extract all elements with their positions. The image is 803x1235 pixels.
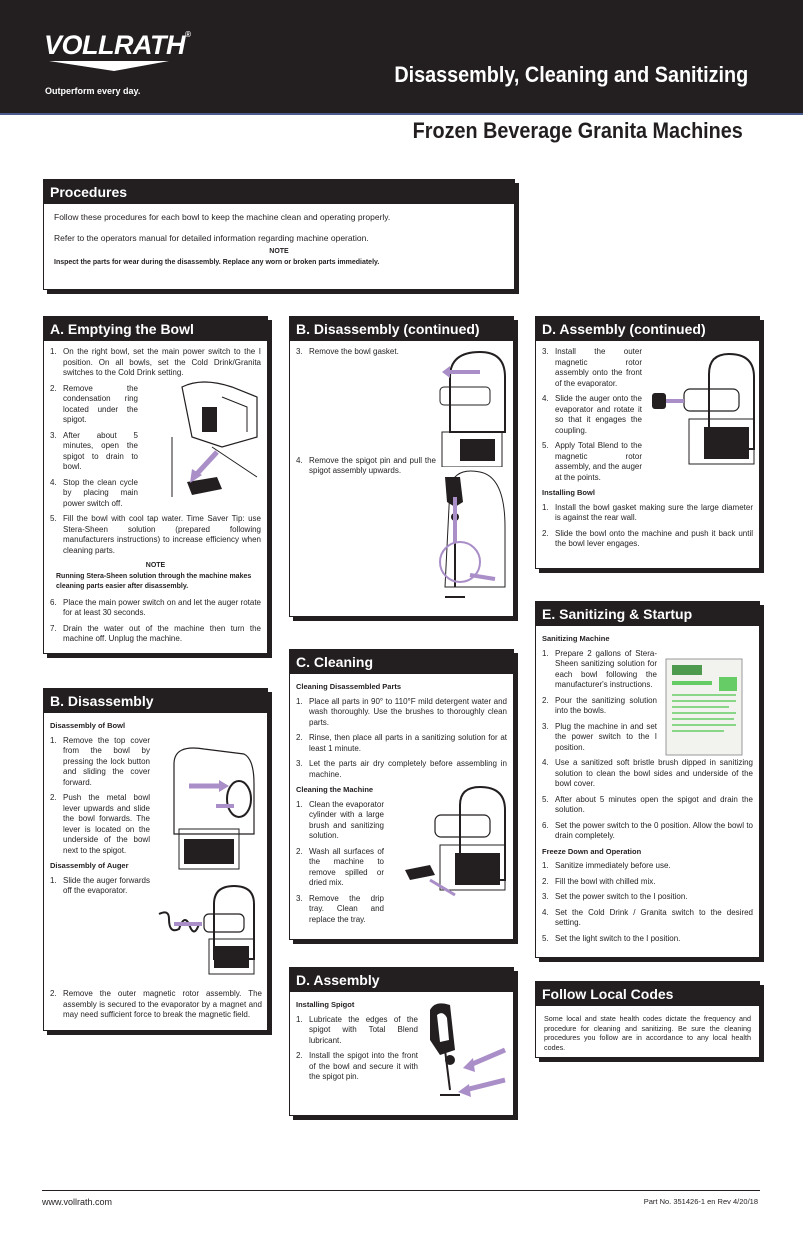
- list-item: 5. Fill the bowl with cool tap water. Time Saver Tip: use Stera-Sheen solution (prepared following manufacturers instructions) to increase efficiency when cleaning parts.: [50, 514, 261, 555]
- list-item: 2. Remove the condensation ring located under the spigot.: [50, 383, 138, 424]
- section-title: A. Emptying the Bowl: [44, 317, 267, 341]
- section-title: B. Disassembly (continued): [290, 317, 513, 341]
- subsection-title: Cleaning the Machine: [296, 785, 374, 794]
- header-rule: [0, 113, 803, 115]
- procedures-section: [43, 179, 515, 290]
- list-item: 2. Rinse, then place all parts in a sanitizing solution for at least 1 minute.: [296, 733, 507, 753]
- section-title: D. Assembly (continued): [536, 317, 759, 341]
- list-item: 4. Set the Cold Drink / Granita switch to the desired setting.: [542, 907, 753, 927]
- list-item: 1. Sanitize immediately before use.: [542, 861, 671, 870]
- note-text: Running Stera-Sheen solution through the machine makes cleaning parts easier after disassembly.: [56, 572, 252, 590]
- list-item: 3. Set the power switch to the I position.: [542, 892, 688, 901]
- subsection-title: Installing Spigot: [296, 1000, 355, 1009]
- note-title: NOTE: [269, 248, 289, 255]
- list-item: 1. Install the bowl gasket making sure the large diameter is against the rear wall.: [542, 502, 753, 522]
- list-item: 3. Remove the bowl gasket.: [296, 347, 399, 356]
- list-item: 1. Prepare 2 gallons of Stera-Sheen sanitizing solution for each bowl following the manufacturer's instructions.: [542, 648, 657, 689]
- section-title: Follow Local Codes: [536, 982, 759, 1006]
- list-item: 3. Let the parts air dry completely before assembling in machine.: [296, 759, 507, 779]
- note-text: Inspect the parts for wear during the disassembly. Replace any worn or broken parts immediately.: [54, 258, 380, 266]
- brand-name: VOLLRATH: [44, 30, 185, 60]
- section-title: D. Assembly: [290, 968, 513, 992]
- list-item: 2. Fill the bowl with chilled mix.: [542, 876, 656, 886]
- section-title: B. Disassembly: [44, 689, 267, 713]
- section-title: C. Cleaning: [290, 650, 513, 674]
- brand-logo: [44, 30, 190, 61]
- list-item: 6. Place the main power switch on and let the auger rotate for at least 30 seconds.: [50, 597, 261, 617]
- list-item: 7. Drain the water out of the machine then turn the machine off. Unplug the machine.: [50, 623, 261, 643]
- procedures-title: Procedures: [44, 180, 514, 204]
- list-item: 4. Slide the auger onto the evaporator and rotate it so that it engages the coupling.: [542, 394, 642, 435]
- list-item: 6. Set the power switch to the 0 position. Allow the bowl to drain completely.: [542, 820, 753, 840]
- page-title: Disassembly, Cleaning and Sanitizing: [394, 62, 748, 87]
- section-disassembly: [43, 688, 268, 1031]
- subsection-title: Disassembly of Bowl: [50, 721, 126, 730]
- list-item: 5. Apply Total Blend to the magnetic rotor assembly, and the auger at the points.: [542, 441, 643, 482]
- section-cleaning: [289, 649, 514, 940]
- list-item: 1. Place all parts in 90° to 110°F mild detergent water and wash thoroughly. Use the brushes to thoroughly clean parts.: [296, 696, 507, 727]
- list-item: 3. Install the outer magnetic rotor assembly onto the front of the evaporator.: [542, 347, 642, 388]
- note-title: NOTE: [145, 562, 166, 569]
- subsection-title: Installing Bowl: [542, 488, 595, 497]
- list-item: 4. Remove the spigot pin and pull the spigot assembly upwards.: [296, 455, 436, 475]
- list-item: 2. Push the metal bowl lever upwards and slide the bowl forwards. The lever is located on the underside of the bowl next to the spigot.: [50, 793, 150, 855]
- procedures-text: Follow these procedures for each bowl to keep the machine clean and operating properly.: [54, 212, 391, 222]
- list-item: 3. Plug the machine in and set the power switch to the I position.: [542, 721, 657, 752]
- spigot-install-illustration: [425, 1000, 510, 1110]
- page-header: [0, 0, 803, 113]
- list-item: 2. Slide the bowl onto the machine and push it back until the bowl lever engages.: [542, 528, 753, 548]
- subsection-title: Disassembly of Auger: [50, 861, 129, 870]
- list-item: 2. Wash all surfaces of the machine to remove spilled or dried mix.: [296, 846, 384, 887]
- list-item: 2. Pour the sanitizing solution into the bowls.: [542, 695, 657, 715]
- subsection-title: Sanitizing Machine: [542, 634, 610, 643]
- sanitizer-packet-illustration: [664, 657, 744, 757]
- list-item: 5. Set the light switch to the I position.: [542, 933, 681, 943]
- list-item: 1. Slide the auger forwards off the evaporator.: [50, 875, 150, 895]
- logo-swoosh-icon: [44, 60, 174, 72]
- bowl-gasket-illustration: [430, 347, 510, 467]
- list-item: 2. Install the spigot into the front of the bowl and secure it with the spigot pin.: [296, 1051, 418, 1081]
- section-assembly: [289, 967, 514, 1116]
- subsection-title: Cleaning Disassembled Parts: [296, 682, 402, 691]
- list-item: 4. Stop the clean cycle by placing main power switch off.: [50, 477, 138, 508]
- list-item: 2. Remove the outer magnetic rotor assembly. The assembly is secured to the evaporator by a magnet and may need sufficient force to break the magnetic field.: [50, 989, 262, 1019]
- footer-part-number: Part No. 351426-1 en Rev 4/20/18: [643, 1197, 758, 1206]
- list-item: 5. After about 5 minutes open the spigot and drain the solution.: [542, 794, 753, 814]
- local-codes-text: Some local and state health codes dictate the frequency and procedure for cleaning and sanitizing. Be sure the cleaning procedures you follow are in accordance to any local health codes.: [544, 1014, 751, 1052]
- evaporator-cleaning-illustration: [400, 785, 510, 920]
- auger-removal-illustration: [154, 884, 264, 979]
- footer-rule: [42, 1190, 760, 1191]
- list-item: 4. Use a sanitized soft bristle brush dipped in sanitizing solution to clean the bowl sides and underside of the bowl cover.: [542, 758, 753, 788]
- bowl-removal-illustration: [164, 744, 264, 874]
- rotor-install-illustration: [644, 349, 756, 474]
- list-item: 1. On the right bowl, set the main power switch to the I position. On all bowls, set the Cold Drink/Granita switches to the Cold Drink setting.: [50, 347, 261, 377]
- section-sanitizing: [535, 601, 760, 958]
- page-subtitle: Frozen Beverage Granita Machines: [412, 118, 743, 143]
- section-disassembly-continued: [289, 316, 514, 617]
- spigot-pin-illustration: [425, 467, 510, 607]
- list-item: 1. Lubricate the edges of the spigot with Total Blend lubricant.: [296, 1014, 418, 1045]
- section-assembly-continued: [535, 316, 760, 569]
- spigot-illustration: [162, 377, 262, 497]
- section-local-codes: [535, 981, 760, 1058]
- section-title: E. Sanitizing & Startup: [536, 602, 759, 626]
- section-emptying-bowl: [43, 316, 268, 654]
- subsection-title: Freeze Down and Operation: [542, 846, 642, 856]
- registered-mark: ®: [184, 30, 191, 39]
- procedures-text: Refer to the operators manual for detailed information regarding machine operation.: [54, 232, 369, 243]
- footer-url[interactable]: www.vollrath.com: [42, 1197, 113, 1207]
- list-item: 1. Remove the top cover from the bowl by pressing the lock button and sliding the cover forward.: [50, 735, 150, 787]
- tagline: Outperform every day.: [45, 86, 141, 96]
- list-item: 1. Clean the evaporator cylinder with a large brush and sanitizing solution.: [296, 799, 384, 840]
- list-item: 3. After about 5 minutes, open the spigot to drain to bowl.: [50, 430, 138, 471]
- list-item: 3. Remove the drip tray. Clean and replace the tray.: [296, 893, 384, 924]
